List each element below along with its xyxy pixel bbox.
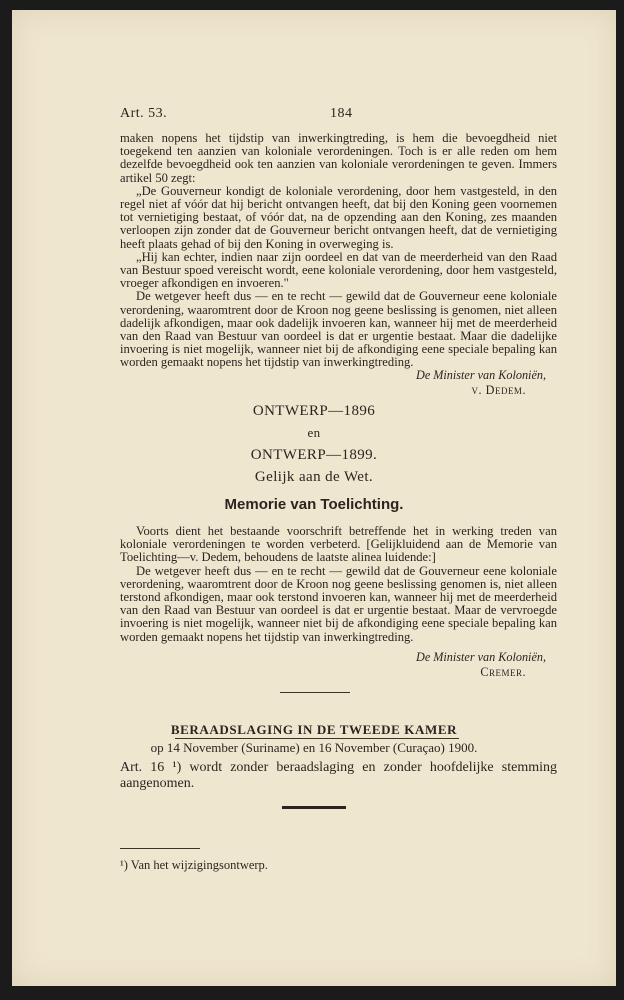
footnote-rule <box>120 848 200 849</box>
page-number: 184 <box>330 106 353 121</box>
intro-paragraph: De wetgever heeft dus — en te recht — gewild dat de Gouverneur eene koloniale verordening, waaromtrent door de Kroon nog geene beslissing is genomen, niet alleen dadelijk afkondigen, maar ook dadelijk invoeren kan, wanneer hij met de meerderheid van den Raad van Bestuur van oordeel is dat er urgentie bestaat. Maar die dadelijke invoering is niet mogelijk, wanneer niet bij de afkondiging eene speciale bepaling kan worden gemaakt nopens het tijdstip van inwerkingtreding. <box>120 289 557 370</box>
signature-dedem <box>416 368 546 398</box>
draft-1899: ONTWERP—1899. <box>250 447 378 463</box>
deliberation-dates: op 14 November (Suriname) en 16 November (Curaçao) 1900. <box>150 740 478 755</box>
section-divider <box>280 692 350 693</box>
memorie-heading: Memorie van Toelichting. <box>224 496 404 513</box>
draft-and: en <box>307 425 321 440</box>
footnote: ¹) Van het wijzigingsontwerp. <box>120 858 268 872</box>
memorie-paragraph: Voorts dient het bestaande voorschrift betreffende het in werking treden van koloniale verordeningen te worden verbeterd. [Gelijkluidend aan de Memorie van Toelichting—v. Dedem, behoudens de laatste alinea luidende:] <box>120 524 557 565</box>
draft-1896: ONTWERP—1896 <box>252 403 376 419</box>
memorie-text <box>120 525 557 644</box>
signature-title: De Minister van Koloniën, <box>416 368 546 382</box>
intro-text <box>120 132 557 370</box>
quote-paragraph: „Hij kan echter, indien naar zijn oordeel en dat van de meerderheid van den Raad van Bestuur spoed vereischt wordt, eene koloniale verordening, door hem vastgesteld, vroeger afkondigen en invoeren." <box>120 249 557 291</box>
signature-title: De Minister van Koloniën, <box>416 650 546 664</box>
deliberation-heading: BERAADSLAGING IN DE TWEEDE KAMER <box>170 722 458 737</box>
signature-name: Cremer. <box>480 665 526 679</box>
memorie-paragraph: De wetgever heeft dus — en te recht — gewild dat de Gouverneur eene koloniale verordening, waaromtrent door de Kroon nog geene beslissing genomen is, niet alleen terstond afkondigen, maar ook terstond invoeren kan, wanneer hij met de meerderheid van den Raad van Bestuur van oordeel is dat er urgentie bestaat. Maar de vervroegde invoering is niet mogelijk, wanneer niet bij de afkondiging eene speciale bepaling kan worden gemaakt nopens het tijdstip van inwerkingtreding. <box>120 563 557 644</box>
intro-paragraph: maken nopens het tijdstip van inwerkingtreding, is hem die bevoegdheid niet toegekend ten aanzien van koloniale verordeningen. Toch is er alle reden om hem dezelfde bevoegdheid ook ten aanzien van koloniale verordeningen te geven. Immers artikel 50 zegt: <box>120 131 557 185</box>
signature-cremer <box>416 650 546 680</box>
article-header: Art. 53. <box>120 106 168 121</box>
signature-name: v. Dedem. <box>471 383 526 397</box>
heading-underline <box>175 738 459 739</box>
quote-paragraph: „De Gouverneur kondigt de koloniale verordening, door hem vastgesteld, in den regel niet af vóór dat hij bericht ontvangen heeft, dat bij den Koning geen voornemen tot vernietiging bestaat, of vóór dat, na de opzending aan den Koning, zes maanden verloopen zijn zonder dat de Gouverneur bericht ontvangen heeft, dat de vernietiging heeft plaats gehad of bij den Koning in overweging is. <box>120 183 557 251</box>
draft-note: Gelijk aan de Wet. <box>254 469 374 485</box>
document-page <box>12 10 616 986</box>
end-rule <box>282 806 346 809</box>
deliberation-text: Art. 16 ¹) wordt zonder beraadslaging en zonder hoofdelijke stemming aangenomen. <box>120 760 557 791</box>
